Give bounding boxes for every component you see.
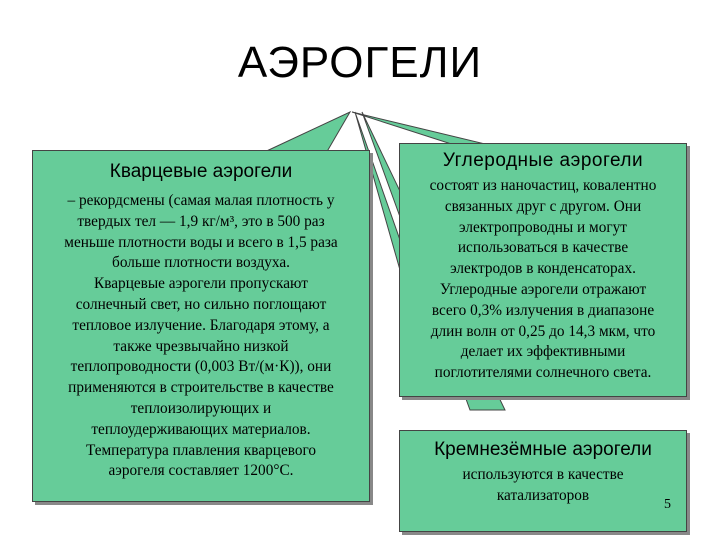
text-line: тепловое излучение. Благодаря этому, а bbox=[72, 316, 330, 334]
text-line: аэрогеля составляет 1200°С. bbox=[108, 462, 294, 480]
text-line: поглотителями солнечного света. bbox=[434, 364, 652, 382]
text-line: теплоизолирующих и bbox=[130, 399, 272, 417]
text-line: меньше плотности воды и всего в 1,5 раза bbox=[64, 233, 338, 251]
slide-title: АЭРОГЕЛИ bbox=[237, 38, 483, 87]
text-line: твердых тел — 1,9 кг/м³, это в 500 раз bbox=[77, 212, 325, 230]
text-line: всего 0,3% излучения в диапазоне bbox=[431, 301, 655, 319]
text-line: электропроводны и могут bbox=[459, 218, 627, 236]
text-line: солнечный свет, но сильно поглощают bbox=[75, 295, 327, 313]
carbon-aerogel-callout bbox=[399, 143, 687, 397]
text-line: Температура плавления кварцевого bbox=[85, 441, 317, 459]
carbon-heading: Углеродные аэрогели bbox=[442, 150, 644, 171]
carbon-description bbox=[404, 176, 682, 384]
text-line: теплоудерживающих материалов. bbox=[91, 420, 311, 438]
text-line: также чрезвычайно низкой bbox=[113, 337, 289, 355]
silica-heading: Кремнезёмные аэрогели bbox=[434, 439, 652, 460]
page-number: 5 bbox=[664, 497, 671, 512]
text-line: делает их эффективными bbox=[460, 343, 626, 361]
quartz-pointer bbox=[258, 112, 350, 155]
text-line: использоваться в качестве bbox=[457, 239, 629, 257]
quartz-description bbox=[37, 191, 365, 482]
quartz-aerogel-callout bbox=[32, 150, 370, 502]
silica-aerogel-callout bbox=[399, 430, 687, 532]
text-line: электродов в конденсаторах. bbox=[450, 260, 636, 278]
text-line: Кварцевые аэрогели пропускают bbox=[94, 275, 308, 293]
text-line: теплопроводности (0,003 Вт/(м·К)), они bbox=[70, 358, 332, 376]
text-line: состоят из наночастиц, ковалентно bbox=[429, 177, 657, 194]
text-line: – рекордсмены (самая малая плотность у bbox=[67, 192, 335, 209]
text-line: Углеродные аэрогели отражают bbox=[439, 280, 647, 298]
text-line: катализаторов bbox=[496, 486, 590, 504]
quartz-heading: Кварцевые аэрогели bbox=[109, 161, 293, 182]
text-line: применяются в строительстве в качестве bbox=[68, 379, 334, 397]
text-line: связанных друг с другом. Они bbox=[444, 197, 642, 215]
text-line: используются в качестве bbox=[462, 466, 624, 483]
silica-description bbox=[404, 465, 682, 507]
text-line: длин волн от 0,25 до 14,3 мкм, что bbox=[430, 322, 656, 340]
text-line: больше плотности воздуха. bbox=[112, 254, 290, 272]
